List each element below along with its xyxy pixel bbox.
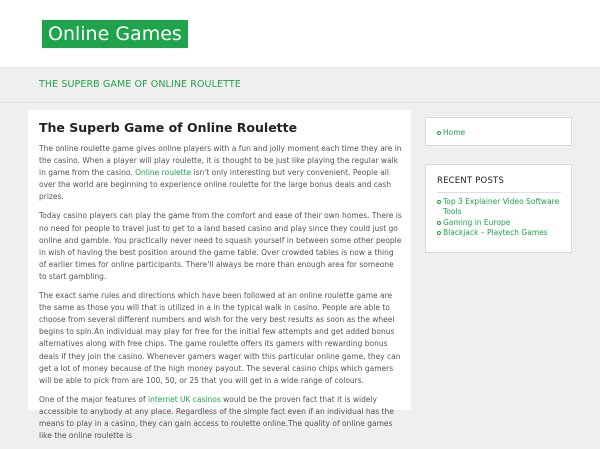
- main-content: [28, 110, 411, 441]
- paragraph-3: The exact same rules and directions which have been followed at an online roulette game are the same as those you will that is utilized in a in the typical walk in casino. People are able to choose from several different numbers and wish for the very best results as soon as the wheel begins to spin.An individual may play for free for the initial few attempts and get added bonus alternatives along with free chips. The game roulette offers its gamers with rewarding bonus deals if they join the casino. Whenever gamers wager with this particular online game, they can get a lot of money because of the high money payout. The several casino chips which gamers will be able to pick from are 100, 50, or 25 that you will get in a wide range of colours.: [39, 291, 401, 385]
- nav-widget: [425, 117, 572, 146]
- nav-item-home[interactable]: Home: [437, 128, 465, 138]
- recent-posts-title: RECENT POSTS: [437, 176, 505, 186]
- online-roulette-link[interactable]: Online roulette: [135, 168, 192, 178]
- recent-posts-list: [437, 197, 567, 238]
- nav-list: [437, 128, 465, 138]
- paragraph-1-text-a: The online roulette game gives online players with a fun and jolly moment each time they are in the casino. When a player will play roulette, it is thought to be just like playing the regular walk in game from the casino.: [39, 144, 402, 178]
- paragraph-2: Today casino players can play the game from the comfort and ease of their own homes. There is no need for people to travel just to get to a land based casino and play since they could just go online and gamble. You practically never need to squash yourself in between some other people in wish of having the best position around the game table. Over crowded tables is now a thing of earlier times for online participants. There'll always be more than enough area for someone to start gambling.: [39, 211, 402, 281]
- recent-post-link[interactable]: Top 3 Explainer Video Software Tools: [437, 197, 567, 218]
- recent-post-link[interactable]: Gaming in Europe: [437, 218, 567, 228]
- post-body: [39, 143, 403, 449]
- internet-uk-casinos-link[interactable]: internet UK casinos: [147, 394, 221, 404]
- site-header: [0, 0, 600, 67]
- breadcrumb-current: THE SUPERB GAME OF ONLINE ROULETTE: [39, 79, 241, 90]
- post-title: The Superb Game of Online Roulette: [39, 120, 298, 135]
- widget-divider: [437, 192, 561, 193]
- paragraph-1-text-b: isn't only interesting but very convenient. People all over the world are beginning to experience online roulette for the large bonus deals and cash prizes.: [39, 168, 392, 202]
- breadcrumb-bar: [0, 67, 600, 103]
- paragraph-1: [39, 143, 403, 203]
- paragraph-4-text-a: One of the major features of: [39, 394, 148, 404]
- site-logo-link[interactable]: Online Games: [42, 20, 188, 48]
- recent-posts-widget: [425, 164, 572, 253]
- recent-post-link[interactable]: Blackjack – Playtech Games: [437, 228, 567, 238]
- paragraph-4-text-b: would be the proven fact that it is widely accessible to anybody at any place. Regardless of the simple fact even if an individual has the means to play in a casino, they can gain access to roulette online.The quality of online games like the online roulette is: [39, 394, 394, 441]
- paragraph-4: [39, 394, 403, 442]
